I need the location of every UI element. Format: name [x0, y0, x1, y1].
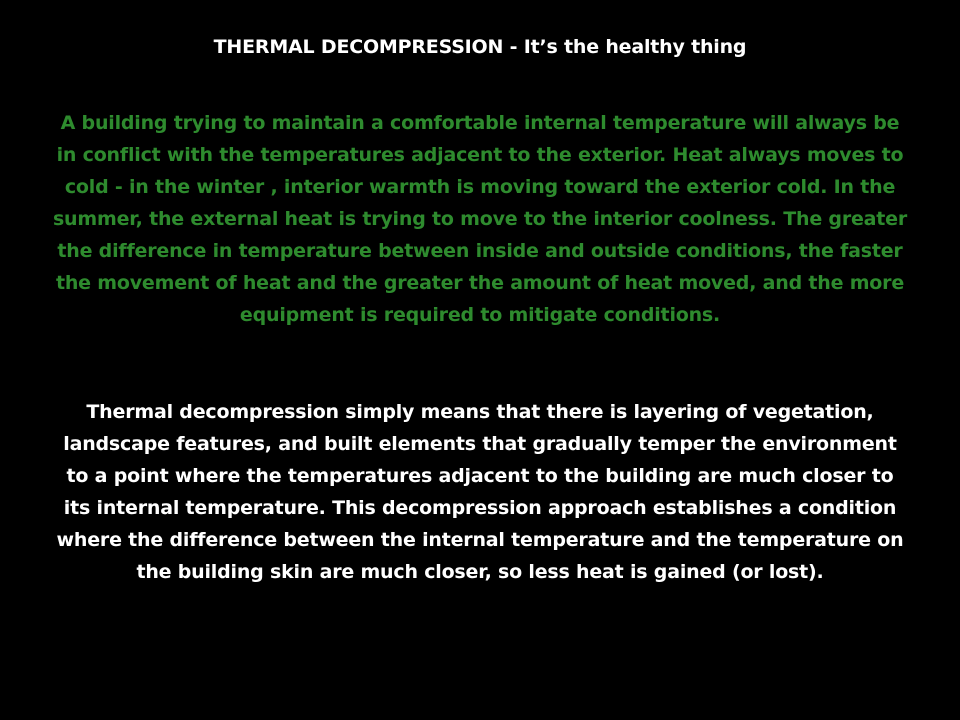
- paragraph-heat-conflict: A building trying to maintain a comfortable internal temperature will always be in conflict with the temperatures adjacent to the exterior. Heat always moves to cold - in the winter , interior warmth is moving toward the exterior cold. In the summer, the external heat is trying to move to the interior coolness. The greater the difference in temperature between inside and outside conditions, the faster the movement of heat and the greater the amount of heat moved, and the more equipment is required to mitigate conditions.: [52, 112, 908, 326]
- paragraph-thermal-decompression: Thermal decompression simply means that there is layering of vegetation, landscape features, and built elements that gradually temper the environment to a point where the temperatures adjacent to the building are much closer to its internal temperature. This decompression approach establishes a condition where the difference between the internal temperature and the temperature on the building skin are much closer, so less heat is gained (or lost).: [56, 401, 904, 583]
- slide-title: THERMAL DECOMPRESSION - It’s the healthy thing: [213, 36, 747, 58]
